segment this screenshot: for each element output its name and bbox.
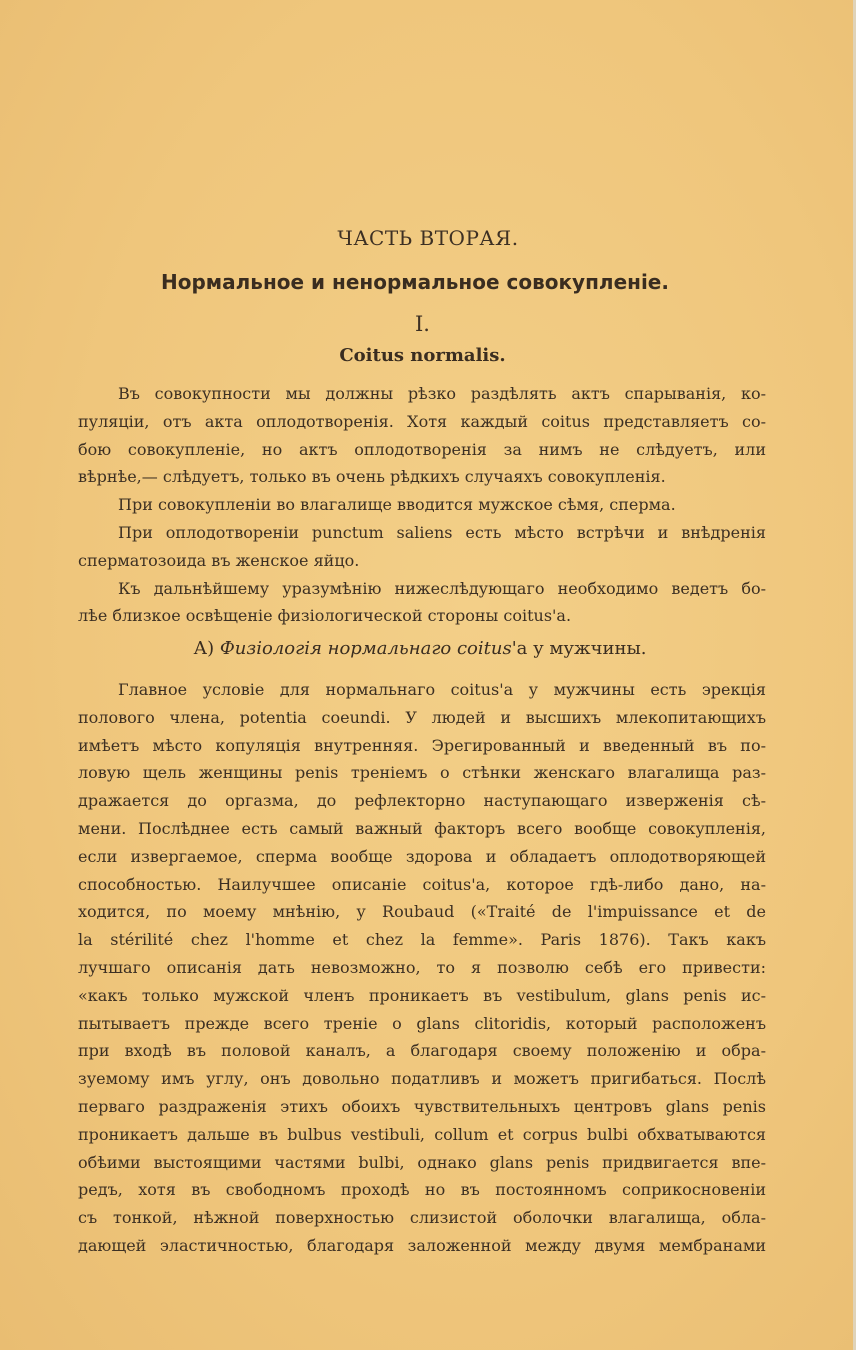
subsection-title: Физіологія нормальнаго coitus bbox=[219, 638, 512, 659]
text-line: la stérilité chez l'homme et chez la femme». Paris 1876). Такъ какъ bbox=[78, 930, 766, 950]
text-line: пытываетъ прежде всего треніе о glans clitoridis, который расположенъ bbox=[78, 1013, 766, 1033]
main-paragraph bbox=[78, 676, 766, 1260]
text-line: «какъ только мужской членъ проникаетъ въ vestibulum, glans penis ис- bbox=[78, 985, 766, 1005]
text-line: мени. Послѣднее есть самый важный факторъ всего вообще совокупленія, bbox=[78, 818, 766, 838]
text-line: способностью. Наилучшее описаніе coitus'а, которое гдѣ-либо дано, на- bbox=[78, 874, 766, 894]
text-line: Въ совокупности мы должны рѣзко раздѣлять актъ спарыванія, ко- bbox=[118, 384, 766, 403]
text-line: лучшаго описанія дать невозможно, то я позволю себѣ его привести: bbox=[78, 957, 766, 977]
section-title: Нормальное и ненормальное совокупленіе. bbox=[161, 270, 669, 294]
part-title: ЧАСТЬ ВТОРАЯ. bbox=[337, 226, 519, 250]
text-line: имѣетъ мѣсто копуляція внутренняя. Эрегированный и введенный въ по- bbox=[78, 735, 766, 755]
text-line: Къ дальнѣйшему уразумѣнію нижеслѣдующаго необходимо ведетъ бо- bbox=[118, 578, 766, 598]
text-line: вѣрнѣе,— слѣдуетъ, только въ очень рѣдкихъ случаяхъ совокупленія. bbox=[78, 467, 666, 487]
text-line: ловую щель женщины penis треніемъ о стѣнки женскаго влагалища раз- bbox=[78, 763, 766, 783]
intro-paragraphs bbox=[78, 380, 766, 630]
text-line: полового члена, potentia coeundi. У людей и высшихъ млекопитающихъ bbox=[78, 707, 766, 727]
text-line: зуемому имъ углу, онъ довольно податливъ и можетъ пригибаться. Послѣ bbox=[78, 1069, 766, 1089]
text-line: При оплодотвореніи punctum saliens есть мѣсто встрѣчи и внѣдренія bbox=[118, 522, 766, 542]
text-line: съ тонкой, нѣжной поверхностью слизистой оболочки влагалища, обла- bbox=[78, 1208, 766, 1228]
subsection-heading bbox=[0, 638, 840, 659]
subsection-prefix: А) bbox=[193, 638, 215, 659]
text-line: пуляціи, отъ акта оплодотворенія. Хотя каждый coitus представляетъ со- bbox=[78, 411, 766, 431]
text-line: если извергаемое, сперма вообще здорова и обладаетъ оплодотворяющей bbox=[78, 846, 766, 866]
text-line: дающей эластичностью, благодаря заложенной между двумя мембранами bbox=[78, 1235, 766, 1255]
text-line: бою совокупленіе, но актъ оплодотворенія за нимъ не слѣдуетъ, или bbox=[78, 439, 766, 459]
text-line: редъ, хотя въ свободномъ проходѣ но въ постоянномъ соприкосновеніи bbox=[78, 1180, 766, 1200]
text-line: Главное условіе для нормальнаго coitus'а у мужчины есть эрекція bbox=[118, 680, 766, 699]
text-line: при входѣ въ половой каналъ, а благодаря своему положенію и обра- bbox=[78, 1041, 766, 1061]
chapter-numeral: I. bbox=[415, 312, 430, 336]
chapter-subtitle: Coitus normalis. bbox=[339, 345, 506, 366]
subsection-suffix: 'а у мужчины. bbox=[511, 638, 647, 659]
text-line: сперматозоида въ женское яйцо. bbox=[78, 550, 360, 570]
text-line: лѣе близкое освѣщеніе физіологической стороны coitus'а. bbox=[78, 606, 572, 626]
text-line: дражается до оргазма, до рефлекторно наступающаго изверженія сѣ- bbox=[78, 791, 766, 811]
text-line: При совокупленіи во влагалище вводится мужское сѣмя, сперма. bbox=[118, 495, 676, 515]
text-line: перваго раздраженія этихъ обоихъ чувствительныхъ центровъ glans penis bbox=[78, 1096, 766, 1116]
text-line: проникаетъ дальше въ bulbus vestibuli, collum et corpus bulbi обхватываются bbox=[78, 1124, 766, 1144]
text-line: обѣими выстоящими частями bulbi, однако glans penis придвигается впе- bbox=[78, 1152, 766, 1172]
text-line: ходится, по моему мнѣнію, у Roubaud («Traité de l'impuissance et de bbox=[78, 902, 766, 922]
